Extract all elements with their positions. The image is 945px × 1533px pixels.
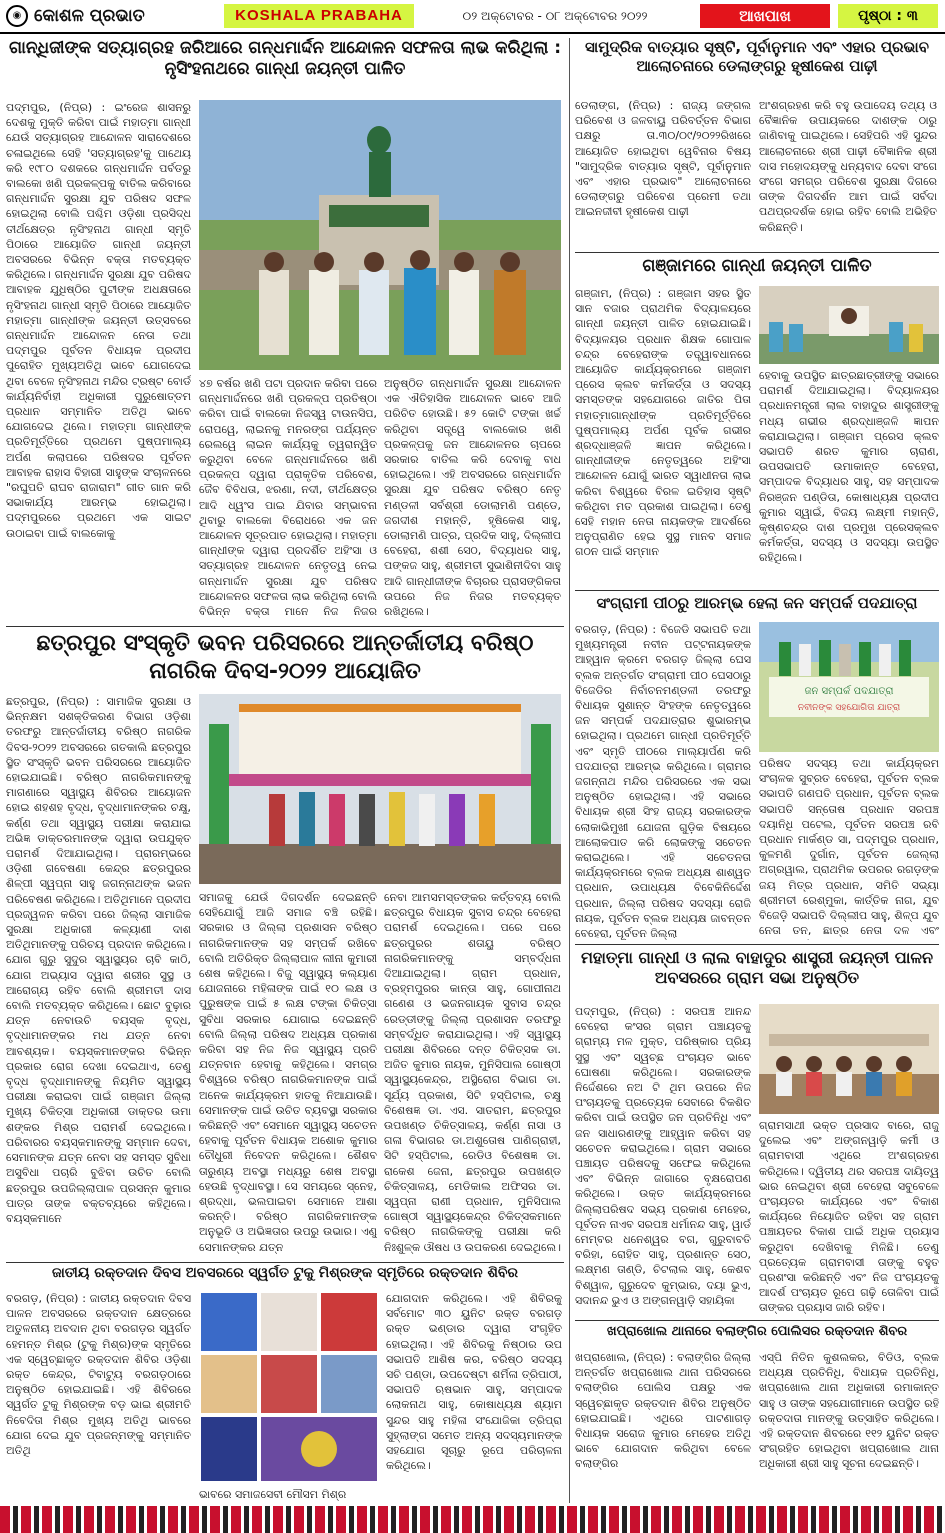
issue-date: ୦୨ ଅକ୍ଟୋବର - ୦୮ ଅକ୍ଟୋବର ୨୦୨୨: [462, 9, 648, 23]
article-gandhi-satyagraha: [6, 38, 564, 623]
gram-sabha-photo: [759, 1004, 939, 1114]
divider: [575, 944, 939, 945]
section-label: ଆଖପାଖ: [700, 4, 830, 28]
article-sangrami-padayatra: [575, 594, 939, 942]
article-body-col3: ଅନୁଷ୍ଠିତ ଗନ୍ଧମାର୍ଦ୍ଦନ ସୁରକ୍ଷା ଆନ୍ଦୋଳନ ଏକ ଐତିହାସିକ ଆନ୍ଦୋଳନ ଭାବେ ଆଜି ପରିଚିତ ହୋଉଛି। ୫୨ କୋଟି ଟଙ୍କା ଖର୍ଚ୍ଚ କରିଥିବା ସତ୍ତ୍ୱେ ବାଲକୋର ଖଣି ପ୍ରକଳ୍ପକୁ ଜନ ଆନ୍ଦୋଳନର ଚାପରେ ସରକାର ବାତିଲ କରି ଦେବାକୁ ବାଧ ହୋଇଥିଲେ। ଏହି ଅବସରରେ ଗନ୍ଧମାର୍ଦ୍ଦନ ସୁରକ୍ଷା ଯୁବ ପରିଷଦ ବରିଷ୍ଠ ନେତୃ ମଣ୍ଡଳୀ ସର୍ବଶ୍ରୀ ଡୋଲାମଣି ପଣ୍ଡେ, ଜଗଦୀଶ ମହାନ୍ତି, ହୃଷିକେଶ ସାହୁ, ଡୋଲାମଣି ପାତ୍ର, ପ୍ରଦିକ ସାହୁ, ଦିଲ୍ଲୀପ ବେହେରା, ଶଶୀ ସେଠ, ବିଦ୍ୟାଧର ସାହୁ, ପଙ୍କଜ ସାହୁ, ଶ୍ରୀମତୀ ସୁଭାଶିନୀଦିବା ସାହୁ ଆଦି ଗାନ୍ଧୀଜୀଙ୍କ ବିଚାରର ପ୍ରାସଙ୍ଗିକତା ଉପରେ ନିଜ ନିଜର ମତବ୍ୟକ୍ତ ରଖିଥିଲେ।: [384, 377, 561, 619]
headline: ସାମୁଦ୍ରିକ ବାତ୍ୟାର ସୃଷ୍ଟି, ପୂର୍ବାନୁମାନ ଏବଂ ଏହାର ପ୍ରଭାବ ଆଲୋଚନାରେ ଡେଲାଙ୍ଗରୁ ହୃଷୀକେଶ ପାଢ଼ୀ: [585, 38, 929, 75]
article-body-col3: ନେବା ଆମସମସ୍ତଙ୍କର କର୍ତ୍ତବ୍ୟ ବୋଲି ଛତ୍ରପୁର ବିଧାୟକ ସୁବାସ ଚନ୍ଦ୍ର ବେହେରା ପରାମର୍ଶ ଦେଇଥିଲେ। ପରେ ପରେ ଛତ୍ରପୁରର ଶତାୟୁ ବରିଷ୍ଠ ନାଗରିକମାନଙ୍କୁ ସମ୍ବର୍ଦ୍ଧନା ଦିଆଯାଇଥିଲା। ଗ୍ରାମ ପ୍ରଧାନ, ବ୍ରହ୍ମପୁରର କାନ୍ତା ସାହୁ, ଗୋପୀନାଥ ଗଣେଶ ଓ ଭଜନଗାୟକ ସୁବାସ ଚନ୍ଦ୍ର ରେଡ୍ଡୀଙ୍କୁ ଜିଲ୍ଲା ପ୍ରଶାସନ ତରଫରୁ ସମ୍ବର୍ଦ୍ଧିତ କରାଯାଇଥିଲା। ଏହି ସ୍ୱାସ୍ଥ୍ୟ ପରୀକ୍ଷା ଶିବିରରେ ଦନ୍ତ ଚିକିତ୍ସକ ଡା. ଅଜିତ କୁମାର ନାୟକ, ମୁନିସିପାଲ ଗୋଷ୍ଠୀ ସ୍ୱାସ୍ଥ୍ୟକେନ୍ଦ୍ର, ଅସ୍ଥିରୋଗ ବିଭାଗ ଡା. ସୂର୍ଯ୍ୟ ପ୍ରକାଶ, ସିଟି ହସ୍ପିଟାଲ, ଚକ୍ଷୁ ବିଶେଷଜ୍ଞ ଡା. ଏସ. ସାତରାମ, ଛତ୍ରପୁର ଉପଖଣ୍ଡ ଚିକିତ୍ସାଳୟ, କର୍ଣ୍ଣ ନାସା ଓ ଗଳା ବିଭାଗର ଡା.ଅଶୁତୋଷ ପାଣିଗ୍ରାହୀ, ସିଟି ହସ୍ପିଟାଲ, ରେଡିଓ ବିଶେଷଜ୍ଞ ଡା. ରାକେଶ ଜେନା, ଛତ୍ରପୁର ଉପଖଣ୍ଡ ଚିକିତ୍ସାଳୟ, ମେଡିକାଲ ଅଫିସର ଡା. ସ୍ୱପ୍ନା ରାଣୀ ପ୍ରଧାନ, ମୁନିସିପାଲ ଗୋଷ୍ଠୀ ସ୍ୱାସ୍ଥ୍ୟକେନ୍ଦ୍ର ଚିକିତ୍ସକମାନେ ବରିଷ୍ଠ ନାଗରିକଙ୍କୁ ପରୀକ୍ଷା କରି ନିଃଶୁଳ୍କ ଔଷଧ ଓ ଉପକରଣ ଦେଇଥିଲେ।: [384, 891, 561, 1254]
brand-title: KOSHALA PRABAHA: [224, 4, 414, 28]
banner-text: ଜନ ସମ୍ପର୍କ ପଦଯାତ୍ରା: [804, 686, 894, 697]
headline: ଛତ୍ରପୁର ସଂସ୍କୃତି ଭବନ ପରିସରରେ ଆନ୍ତର୍ଜାତୀୟ ବରିଷ୍ଠ ନାଗରିକ ଦିବସ-୨୦୨୨ ଆୟୋଜିତ: [36, 631, 534, 684]
article-body-col1: ଡେଲାଙ୍ଗ, (ନିପ୍ର) : ରାଜ୍ୟ ଜଙ୍ଗଲ ପରିବେଶ ଓ ଜଳବାୟୁ ପରିବର୍ତ୍ତନ ବିଭାଗ ପକ୍ଷରୁ ତା.୩୦/୦୯/୨୦୨୨ରିଖରେ ଆୟୋଜିତ ହୋଇଥିବା ୱେବିନାର ବିଷୟ "ସାମୁଦ୍ରିକ ବାତ୍ୟାର ସୃଷ୍ଟି, ପୂର୍ବାନୁମାନ ଏବଂ ଏହାର ପ୍ରଭାବ" ଆଲୋଚନାରେ ଡେଲାଙ୍ଗରୁ ପରିବେଶ ପ୍ରେମୀ ତଥା ଆଇନଜୀବୀ ହୃଷୀକେଶ ପାଢ଼ୀ: [575, 99, 751, 219]
article-body-col2: ଅଂଶଗ୍ରହଣ କରି ବହୁ ଉପାଦେୟ ତଥ୍ୟ ଓ ବୈଜ୍ଞାନିକ ଉପାୟକରେ ଦାଶଙ୍କ ଠାରୁ ଜାଣିବାକୁ ପାଇଥିଲେ। ସେହିପରି ଏହି ସୁନ୍ଦର ଆଲୋଚନାରେ ଶ୍ରୀ ପାଢ଼ୀ ବୈଜ୍ଞାନିକ ଶ୍ରୀ ଦାସ ମହୋଦୟଙ୍କୁ ଧନ୍ୟବାଦ ଦେବା ସଂଗେ ସଂଗେ ସମଗ୍ର ପରିବେଶ ସୁରକ୍ଷା ଦିଗରେ ତାଙ୍କ ଦିଗଦର୍ଶନ ଆମ ପାଇଁ ସର୍ବଦା ପଥପ୍ରଦର୍ଶକ ହୋଇ ରହିବ ବୋଲି ଅଭିହିତ କରିଛନ୍ତି।: [759, 99, 937, 234]
headline: ଗାନ୍ଧିଜୀଙ୍କ ସତ୍ୟାଗ୍ରହ ଜରିଆରେ ଗନ୍ଧମାର୍ଦ୍ଦନ ଆନ୍ଦୋଳନ ସଫଳତା ଲାଭ କରିଥିଲା : ନୃସିଂହନାଥରେ ଗାନ୍ଧୀ ଜୟନ୍ତୀ ପାଳିତ: [8, 38, 562, 80]
padayatra-photo: [759, 622, 939, 752]
divider: [575, 252, 939, 253]
article-body-col1: ବରଗଡ଼, (ନିପ୍ର) : ବିଜେଡି ସଭାପତି ତଥା ମୁଖ୍ୟମନ୍ତ୍ରୀ ନବୀନ ପଟ୍ଟନାୟକଙ୍କ ଆହ୍ୱାନ କ୍ରମେ ବରଗଡ଼ ଜିଲ୍ଲା ଘେସ ବ୍ଲକ ଅନ୍ତର୍ଗତ ସଂଗ୍ରାମୀ ପୀଠ ଘେସଠାରୁ ବିଜେଡିର ନିର୍ବାଚନମଣ୍ଡଳୀ ତରଫରୁ ବିଧାୟକ ସୁଶାନ୍ତ ସିଂହଙ୍କ ନେତୃତ୍ୱରେ ଜନ ସମ୍ପର୍କ ପଦଯାତ୍ରାର ଶୁଭାରମ୍ଭ ହୋଇଥିଲା। ପ୍ରଥମେ ଗାନ୍ଧୀ ପ୍ରତିମୂର୍ତ୍ତି ଏବଂ ସ୍ମୃତି ପୀଠରେ ମାଲ୍ୟାର୍ପଣ କରି ପଦଯାତ୍ରା ଆରମ୍ଭ କରିଥିଲେ। ଗ୍ରାମର ଜଗନ୍ନାଥ ମନ୍ଦିର ପରିସରରେ ଏକ ସଭା ଅନୁଷ୍ଠିତ ହୋଇଥିଲା। ଏହି ସଭାରେ ବିଧାୟକ ଶ୍ରୀ ସିଂହ ରାଜ୍ୟ ସରକାରଙ୍କ ଲୋକାଭିମୁଖୀ ଯୋଜନା ଗୁଡ଼ିକ ବିଷୟରେ ଆଲୋକପାତ କରି ଲୋକଙ୍କୁ ସଚେତନ କରାଇଥିଲେ। ଏହି ସଚେତନତା କାର୍ଯ୍ୟକ୍ରମରେ ବ୍ଲକ ଅଧ୍ୟକ୍ଷ ଶାଶ୍ୱତ ପ୍ରଧାନ, ଉପାଧ୍ୟକ୍ଷ ବିବେକିନିର୍ଦ୍ଦେଶ ପ୍ରଧାନ, ଜିଲ୍ଲା ପରିଷଦ ସଦସ୍ୟା ରୋଜି ନାୟକ, ପୂର୍ବତନ ବ୍ଲକ ଅଧ୍ୟକ୍ଷ ଜାବନ୍ତନ ବେହେରା, ପୂର୍ବତନ ଜିଲ୍ଲା: [575, 623, 751, 940]
senior-citizens-stage-photo: [199, 694, 561, 884]
article-body-col3: ଯୋଗଦାନ କରିଥିଲେ। ଏହି ଶିବିରକୁ ସର୍ବମୋଟ ୩୦ ୟୁନିଟ ରକ୍ତ ବରଗଡ଼ ରକ୍ତ ଭଣ୍ଡାର ଦ୍ୱାରା ସଂଗୃହିତ ହୋଇଥିଲା। ଏହି ଶିବିରକୁ ନିଷ୍ଠାର ଉପ ସଭାପତି ଆଶିଷ କର, ବରିଷ୍ଠ ସଦସ୍ୟ ସଚି ପଣ୍ଡା, ଉପଦେଷ୍ଟା ଶର୍ମିଳା ତ୍ରିପାଠୀ, ସଭାପତି ଋଷଭାନ ସାହୁ, ସମ୍ପାଦକ ଲୋକନାଥ ସାହୁ, କୋଷାଧ୍ୟକ୍ଷ ଶ୍ୟାମ ସୁନ୍ଦର ସାହୁ ମହିଳା ସଂଯୋଜିକା ତ୍ରିପ୍ରା ସୁହ୍ଲାଙ୍ଗ ସମେତ ଅନ୍ୟ ସଦସ୍ୟମାନଙ୍କ ସହଯୋଗ ସୂଚାରୁ ରୂପେ ପରିଚାଳନା କରିଥିଲେ।: [386, 1292, 562, 1473]
gandhi-statue-photo: [199, 100, 561, 370]
masthead: [0, 0, 945, 34]
divider: [6, 626, 564, 627]
page-number: ପୃଷ୍ଠା : ୩: [838, 4, 938, 28]
article-body-col1: ବରଗଡ଼, (ନିପ୍ର) : ଜାତୀୟ ରକ୍ତଦାନ ଦିବସ ପାଳନ ଅବସରରେ ରକ୍ତଦାନ କ୍ଷେତ୍ରରେ ଅତୁଳନୀୟ ଅବଦାନ ଥିବା ବରଗଡ଼ର ସ୍ୱର୍ଗତ ହେମନ୍ତ ମିଶ୍ର (ଟୁକୁ ମିଶ୍ର)ଙ୍କ ସ୍ମୃତିରେ ଏକ ସ୍ୱେଚ୍ଛାକୃତ ରକ୍ତଦାନ ଶିବିର ଓଡ଼ିଶା ରକ୍ତ କେନ୍ଦ୍ର, ଟିବାଟ୍ୟୁ ବରଗଡ଼ଠାରେ ଅନୁଷ୍ଠିତ ହୋଇଯାଇଛି। ଏହି ଶିବିରରେ ସ୍ୱର୍ଗତ ଟୁକୁ ମିଶ୍ରଙ୍କ ବଡ଼ ଭାଇ ଶ୍ରୀମତି ନିବେଦିତା ମିଶ୍ର ମୁଖ୍ୟ ଅତିଥି ଭାବରେ ଯୋଗ ଦେଇ ଯୁବ ପ୍ରଜନ୍ମଙ୍କୁ ସମ୍ମାନିତ ଅତିଥି: [6, 1292, 191, 1458]
logo-emblem-icon: ◉: [6, 5, 28, 27]
school-gandhi-photo: [759, 286, 939, 364]
article-body-col2: ଭାବରେ ସମାଜସେବୀ ମୌସମ ମିଶ୍ର: [199, 1488, 347, 1501]
divider: [575, 590, 939, 591]
decorative-footer-border: [0, 1506, 945, 1533]
banner-text-2: ନବୀନଙ୍କ ସହଯୋଗିତା ଯାତ୍ରା: [797, 703, 901, 713]
headline: ସଂଗ୍ରାମୀ ପୀଠରୁ ଆରମ୍ଭ ହେଲା ଜନ ସମ୍ପର୍କ ପଦଯାତ୍ରା: [596, 594, 918, 612]
divider: [6, 1262, 564, 1263]
article-body-col2: ଏସ୍‌ପି ନିତିନ କୁଶଲକର, ବିଡିଓ, ବ୍ଲକ ଅଧ୍ୟକ୍ଷ ପ୍ରତିନିଧି, ବିଧାୟକ ପ୍ରତିନିଧି, ଖପ୍ରାଖୋଲ ଥାନା ଅଧିକାରୀ ରମାକାନ୍ତ ସାହୁ ଓ ତାଙ୍କ ସହଯୋଗୀମାନେ ଉପସ୍ଥିତ ରହି ରକ୍ତଦାତା ମାନଙ୍କୁ ଉତ୍ସାହିତ କରିଥିଲେ। ଏହି ରକ୍ତଦାନ ଶିବରରେ ୧୧୨ ୟୁନିଟ ରକ୍ତ ସଂଗ୍ରହିତ ହୋଇଥିବା ଖପ୍ରାଖୋଲ ଥାନା ଅଧିକାରୀ ଶ୍ରୀ ସାହୁ ସୂଚନା ଦେଇଛନ୍ତି।: [759, 1351, 939, 1471]
article-body-col2: ପରିଷଦ ସଦସ୍ୟ ତଥା କାର୍ଯ୍ୟକ୍ରମ ସଂଚାଳକ ସୁବ୍ରତ ବେହେରା, ପୂର୍ବତନ ବ୍ଲକ ସଭାପତି ଗଣପତି ପ୍ରଧାନ, ପୂର୍ବତନ ବ୍ଲକ ସଭାପତି ସନ୍ତୋଷ ପ୍ରଧାନ ସରପଞ୍ଚ ଦୟାନିଧି ପଟେଲ, ପୂର୍ବତନ ସରପଞ୍ଚ ରବି ପ୍ରଧାନ ମାର୍କଣ୍ଡ ସା, ପଦ୍ମପୁର ପ୍ରଧାନ, କୁଳମଣି ଦୁର୍ଗାନ, ପୂର୍ବତନ ଜେଲ୍ଲା ଅଗ୍ରୱାଲ, ପ୍ରାଥମିକ ଉପରର ରଗଡ଼ଙ୍କ ଜୟ ମିତ୍ର ପ୍ରଧାନ, ସମିତି ସଭ୍ୟା ଶ୍ରୀମତୀ ରେଶ୍ମୁକା, କାର୍ତ୍ତିକ ନାଗ, ଯୁବ ବିଜେଡ଼ି ସଭାପତି ଦିଲ୍ଲୀପ ସାହୁ, ଶିଳ୍ପ ଯୁବ ନେତା ତନ, ଛାତ୍ର ନେତା ଦଳ ଏବଂ: [759, 757, 939, 938]
article-blood-donation-tuku: [6, 1265, 564, 1503]
newspaper-logo: [6, 3, 212, 29]
column-rule: [569, 38, 570, 1503]
article-body-col2: ୪୭ ବର୍ଷର ଖଣି ପଟା ପ୍ରଦାନ କରିବା ପରେ ଗନ୍ଧମାର୍ଦ୍ଦନରେ ଖଣି ପ୍ରକଳ୍ପ ପ୍ରତିଷ୍ଠା କରିବା ପାଇଁ ବାଲକୋ ନିଜସ୍ୱ ଟାଉନସିପ, ରୋପୱେ, ଲାଇନକୁ ମନରଙ୍ଗ ପର୍ଯ୍ୟନ୍ତ ରେଲୱେ ଲାଇନ କାର୍ଯ୍ୟକୁ ତ୍ୱରାନ୍ୱିତ କରୁଥିବା ବେଳେ ଗନ୍ଧମାର୍ଦ୍ଦନରେ ଖଣି ପ୍ରକଳ୍ପ ଦ୍ୱାରା ପ୍ରାକୃତିକ ପରିବେଶ, ଜୈବ ବିବିଧତା, ଝରଣା, ନଦୀ, ତୀର୍ଥକ୍ଷେତ୍ର ଆଦି ଧ୍ୱଂସ ପାଇ ଯିବାର ସମ୍ଭାବନା ଥିବାରୁ ବାଲକୋ ବିରୋଧରେ ଏକ ଜନ ଆନ୍ଦୋଳନ ସୂତ୍ରପାତ ହୋଇଥିଲା। ମହାତ୍ମା ଗାନ୍ଧୀଙ୍କ ଦ୍ୱାରା ପ୍ରଦର୍ଶିତ ଅହିଂସା ଓ ସତ୍ୟାଗ୍ରହ ଆନ୍ଦୋଳନ ନେତୃତ୍ୱ ନେଇ ଗନ୍ଧମାର୍ଦ୍ଦନ ସୁରକ୍ଷା ଯୁବ ପରିଷଦ ଆନ୍ଦୋଳନର ସଫଳତା ଲାଭ କରିଥିଲା ବୋଲି ବିଭିନ୍ନ ବକ୍ତା ମାନେ ନିଜ ନିଜର: [199, 377, 377, 619]
article-body-col1: ଖପ୍ରାଖୋଲ, (ନିପ୍ର) : ବଲାଙ୍ଗିର ଜିଲ୍ଲା ଅନ୍ତର୍ଗତ ଖପ୍ରାଖୋଲ ଥାନା ପରିସରରେ ବଲାଙ୍ଗିର ପୋଲିସ ପକ୍ଷରୁ ଏକ ସ୍ୱେଚ୍ଛାକୃତ ରକ୍ତଦାନ ଶିବିର ଅନୁଷ୍ଠିତ ହୋଇଯାଇଛି। ଏଥିରେ ପାଟଣାଗଡ଼ ବିଧାୟକ ସରୋଜ କୁମାର ମେହେର ଅତିଥି ଭାବେ ଯୋଗଦାନ କରିଥିବା ବେଳେ ବଲାଙ୍ଗିର: [575, 1351, 751, 1471]
article-body-col1: ଛତ୍ରପୁର, (ନିପ୍ର) : ସାମାଜିକ ସୁରକ୍ଷା ଓ ଭିନ୍ନକ୍ଷମ ସଶକ୍ତିକରଣ ବିଭାଗ ଓଡ଼ିଶା ତରଫରୁ ଆନ୍ତର୍ଜାତୀୟ ବରିଷ୍ଠ ନାଗରିକ ଦିବସ-୨୦୨୨ ଅବସରରେ ଗତକାଲି ଛତ୍ରପୁର ସ୍ଥିତ ସଂସ୍କୃତି ଭବନ ପରିସରରେ ଆୟୋଜିତ ହୋଇଯାଇଛି। ବରିଷ୍ଠ ନାଗରିକମାନଙ୍କୁ ମାଗଣାରେ ସ୍ୱାସ୍ଥ୍ୟ ଶିବିରର ଆୟୋଜନ ହୋଇ ଶହଶହ ବୃଦ୍ଧ, ବୃଦ୍ଧାମାନଙ୍କର ଚକ୍ଷୁ, କର୍ଣ୍ଣ ତଥା ସ୍ୱାସ୍ଥ୍ୟ ପରୀକ୍ଷା କରାଯାଇ ଅଭିଜ୍ଞ ଡାକ୍ତରମାନଙ୍କ ଦ୍ୱାରା ଉପଯୁକ୍ତ ପରାମର୍ଶ ଦିଆଯାଇଥିଲା। ପ୍ରାରମ୍ଭରେ ଓଡ଼ିଶୀ ଗବେଷଣା କେନ୍ଦ୍ର ଛତ୍ରପୁରର ଶିଳ୍ପୀ ସ୍ୱପ୍ନା ସାହୁ ଜଗନ୍ନାଥଙ୍କ ଭଜନ ପରିବେଷଣ କରିଥିଲେ। ଅତିଥିମାନେ ପ୍ରଦୀପ ପ୍ରଜ୍ୱଳନ କରିବା ପରେ ଜିଲ୍ଲା ସାମାଜିକ ସୁରକ୍ଷା ଅଧିକାରୀ କଳ୍ୟାଣୀ ଦାଶ ଅତିଥିମାନଙ୍କୁ ପରିଚୟ ପ୍ରଦାନ କରିଥିଲେ। ଯୋଗ ଗୁରୁ ସୁଦୁର ସ୍ୱାସ୍ଥ୍ୟର ଚାବି କାଠି, ଯୋଗ ଅଭ୍ୟାସ ଦ୍ୱାରା ଶରୀର ସୁସ୍ଥ ଓ ଆରୋଗ୍ୟ ରହିବ ବୋଲି ଶ୍ରୀମତୀ ଦାସ ବୋଲି ମତବ୍ୟକ୍ତ କରିଥିଲେ। ଛୋଟ ବୁଢ଼ାର ଯତ୍ନ ନେବାଉଚି ବୟସ୍କ ବୃଦ୍ଧ, ବୃଦ୍ଧାମାନଙ୍କର ମଧ ଯତ୍ନ ନେବା ଆବଶ୍ୟକ। ବୟସ୍କମାନଙ୍କର ବିଭିନ୍ନ ପ୍ରକାର ରୋଗ ଦେଖା ଦେଇଥାଏ, ତେଣୁ ବୃଦ୍ଧ ବୃଦ୍ଧାମାନଙ୍କୁ ନିୟମିତ ସ୍ୱାସ୍ଥ୍ୟ ପରୀକ୍ଷା କରାଇବା ପାଇଁ ଗଞ୍ଜାମ ଜିଲ୍ଲା ମୁଖ୍ୟ ଚିକିତ୍ସା ଅଧିକାରୀ ଡାକ୍ତର ଉମା ଶଙ୍କର ମିଶ୍ର ପରାମର୍ଶ ଦେଇଥିଲେ। ପରିବାରର ବୟସ୍କମାନଙ୍କୁ ସମ୍ମାନ ଦେବା, ସେମାନଙ୍କ ଯତ୍ନ ନେବା ସହ ସମସ୍ତ ସୁବିଧା ଅସୁବିଧା ପଚାରି ବୁଝିବା ଉଚିତ ବୋଲି ଛତ୍ରପୁର ଉପଜିଲ୍ଲାପାଳ ପ୍ରସନ୍ନ କୁମାର ପାତ୍ର ତାଙ୍କ ବକ୍ତବ୍ୟରେ କହିଥିଲେ। ବୟସ୍କମାନେ: [6, 695, 191, 1225]
article-body-col1: ଗଞ୍ଜାମ, (ନିପ୍ର) : ଗଞ୍ଜାମ ସହର ସ୍ଥିତ ସାନ ବଜାର ପ୍ରାଥମିକ ବିଦ୍ୟାଳୟରେ ଗାନ୍ଧୀ ଜୟନ୍ତୀ ପାଳିତ ହୋଇଯାଇଛି। ବିଦ୍ୟାଳୟର ପ୍ରଧାନ ଶିକ୍ଷକ ଗୋପାଳ ଚନ୍ଦ୍ର ବେହେରାଙ୍କ ତତ୍ତ୍ୱାବଧାନରେ ଆୟୋଜିତ କାର୍ଯ୍ୟକ୍ରମରେ ଗଞ୍ଜାମ ପ୍ରେସ କ୍ଲବ କର୍ମକର୍ତ୍ତା ଓ ସଦସ୍ୟ ସମସ୍ତଙ୍କ ସହଯୋଗରେ ଜାତିର ପିତା ମହାତ୍ମାଗାନ୍ଧୀଙ୍କ ପ୍ରତିମୂର୍ତ୍ତିରେ ପୁଷ୍ପମାଲ୍ୟ ଅର୍ପଣ ପୂର୍ବକ ଗଭୀର ଶ୍ରଦ୍ଧାଞ୍ଜଳି ଜ୍ଞାପନ କରିଥିଲେ। ଗାନ୍ଧୀଜୀଙ୍କ ନେତୃତ୍ୱରେ ଅହିଂସା ଆନ୍ଦୋଳନ ଯୋଗୁଁ ଭାରତ ସ୍ୱାଧୀନତା ଲାଭ କରିବା ବିଶ୍ୱରେ ବିରଳ ଇତିହାସ ସୃଷ୍ଟି କରିଥିବା ମତ ପ୍ରକାଶ ପାଇଥିଲା। ତେଣୁ ସେହି ମହାନ ନେତା ନାୟକଙ୍କ ଆଦର୍ଶରେ ଅନୁପ୍ରାଣିତ ହେଇ ସୁସ୍ଥ ମାନବ ସମାଜ ଗଠନ ପାଇଁ ସମ୍ମାନ: [575, 287, 751, 559]
headline: ଖପ୍ରାଖୋଲ ଥାନାରେ ବଲାଙ୍ଗିର ପୋଲିସର ରକ୍ତଦାନ ଶିବର: [606, 1324, 908, 1339]
headline: ଜାତୀୟ ରକ୍ତଦାନ ଦିବସ ଅବସରରେ ସ୍ୱର୍ଗତ ଟୁକୁ ମିଶ୍ରଙ୍କ ସ୍ମୃତିରେ ରକ୍ତଦାନ ଶିବିର: [51, 1265, 519, 1281]
article-ganjam-gandhi: [575, 256, 939, 588]
article-body-col2: ଗ୍ରାମସାଥୀ ଭକ୍ତ ପ୍ରସାଦ ବାରେ, ରାଜୁ ଦୁଲେଇ ଏବଂ ଅଙ୍ଗନୱାଡ଼ି କର୍ମୀ ଓ ଗ୍ରାମବାସୀ ଏଥିରେ ଅଂଶଗ୍ରହଣ କରିଥିଲେ। ଦ୍ୱିତୀୟ ଥର ସରପଞ୍ଚ ଦାୟିତ୍ୱ ଭାର ନେଇଥିବା ଶ୍ରୀ ବେହେରା ସବୁବେଳେ ପଂଚାୟତର କାର୍ଯ୍ୟରେ ଏବଂ ବିକାଶ କାର୍ଯ୍ୟରେ ନିୟୋଜିତ ରହିବା ସହ ଗ୍ରାମ ପଞ୍ଚାୟତର ବିକାଶ ପାଇଁ ଅଧିକ ପ୍ରୟାସ କରୁଥିବା ଦେଖିବାକୁ ମିଳିଛି। ତେଣୁ ପ୍ରତ୍ୟେକ ଗ୍ରାମବାସୀ ତାଙ୍କୁ ବହୁତ ପ୍ରଶଂସା କରିଛନ୍ତି ଏବଂ ନିଜ ପଂଚାୟତକୁ ଆଦର୍ଶ ପଂଚାୟତ ରୂପେ ଗଢ଼ି ତୋଳିବା ପାଇଁ ତାଙ୍କର ପ୍ରୟାସ ଜାରି ରହିବ।: [759, 1119, 939, 1315]
article-body-col1: ପଦ୍ମପୁର, (ନିପ୍ର) : ସରପଞ୍ଚ ଆନନ୍ଦ ବେହେରା କଂସର ଗ୍ରାମ ପଞ୍ଚାୟତକୁ ଗ୍ରାମ୍ୟ ମଳ ମୁକ୍ତ, ପରିଷ୍କାର ପ୍ରିୟ ସୁସ୍ଥ ଏବଂ ସ୍ୱଚ୍ଛ ପଂଚାୟତ ଭାବେ ଘୋଷଣା କରିଥିଲେ। ସରକାରଙ୍କ ନିର୍ଦ୍ଦେଶରେ ନଅ ଟି ଥିମ ଉପରେ ନିଜ ପଂଚାୟତକୁ ପ୍ରତ୍ୟେକ ସେବାରେ ବିକଶିତ କରିବା ପାଇଁ ଉପସ୍ଥିତ ଜନ ପ୍ରତିନିଧି ଏବଂ ଜନ ସାଧାରଣଙ୍କୁ ଆହ୍ୱାନ କରିବା ସହ ସଚେତନ କରାଇଥିଲେ। ଗ୍ରାମ ସଭାରେ ପଞ୍ଚାୟତ ପରିଷଦକୁ ସଫେଇ କରିଥିଲେ ଏବଂ ବିଭିନ୍ନ ଜାଗାରେ ବୃକ୍ଷରୋପଣ କରିଥିଲେ। ଉକ୍ତ କାର୍ଯ୍ୟକ୍ରମରେ ଜିଲ୍ଲାପରିଷଦ ସଭ୍ୟ ପ୍ରକାଶ ମେହେର, ପୂର୍ବତନ ନାଏବ ସରପଞ୍ଚ ଧର୍ମାନନ୍ଦ ସାହୁ, ୱାର୍ଡ ମେମ୍ବର ଧନେଶ୍ୱର ବଗ, ଗୁରୁବାବତି ବରିହା, ରୋହିତ ସାହୁ, ପ୍ରଶାନ୍ତ ସେଠ, ଲକ୍ଷ୍ମଣ ତାଣ୍ଡି, ଚିଟଲାଲ ସାହୁ, କେଶବ ବିଶ୍ୱାଳ, ଗୁରୁଦେବ କୁମ୍ଭାର, ଦୟା ଭୁଏ, ସଦାନନ୍ଦ ଭୁଏ ଓ ଅଙ୍ଗନୱାଡ଼ି ସହାୟିକା: [575, 1005, 751, 1307]
blood-donation-collage: [199, 1291, 379, 1483]
headline: ମହାତ୍ମା ଗାନ୍ଧୀ ଓ ଲାଲ ବାହାଦୁର ଶାସ୍ତ୍ରୀ ଜୟନ୍ତୀ ପାଳନ ଅବସରରେ ଗ୍ରାମ ସଭା ଅନୁଷ୍ଠିତ: [580, 948, 934, 987]
headline: ଗଞ୍ଜାମରେ ଗାନ୍ଧୀ ଜୟନ୍ତୀ ପାଳିତ: [642, 256, 872, 276]
divider: [575, 1320, 939, 1321]
article-body-col2: ହେବାକୁ ଉପସ୍ଥିତ ଛାତ୍ରଛାତ୍ରୀଙ୍କୁ ସଭାରେ ପରାମର୍ଶ ଦିଆଯାଇଥିଲା। ବିଦ୍ୟାଳୟର ପ୍ରଧାନମନ୍ତ୍ରୀ ଲାଲ ବାହାଦୁର ଶାସ୍ତ୍ରୀଙ୍କୁ ମଧ୍ୟ ଗଭୀର ଶ୍ରଦ୍ଧାଞ୍ଜଳି ଜ୍ଞାପନ କରାଯାଇଥିଲା। ଗଞ୍ଜାମ ପ୍ରେସ କ୍ଲବ ସଭାପତି ଶରତ କୁମାର ଚାରାଣ, ଉପସଭାପତି ଉମାକାନ୍ତ ବେହେରା, ସମ୍ପାଦକ ବିଦ୍ୟାଧର ସାହୁ, ସହ ସମ୍ପାଦକ ନିରଞ୍ଜନ ପଣ୍ଡିତା, କୋଷାଧ୍ୟକ୍ଷ ପ୍ରଦୀପ କୁମାର ସ୍ୱାଇଁ, ବିଜୟ ଲକ୍ଷ୍ମୀ ମହାନ୍ତି, କୃଷ୍ଣଚନ୍ଦ୍ର ଦାଶ ପ୍ରମୁଖ ପ୍ରେସକ୍ଲବ କର୍ମକର୍ତ୍ତା, ସଦସ୍ୟ ଓ ସଦସ୍ୟା ଉପସ୍ଥିତ ରହିଥିଲେ।: [759, 369, 939, 565]
article-gram-sabha: [575, 948, 939, 1318]
article-body-col1: ପଦ୍ମପୁର, (ନିପ୍ର) : ଇଂରେଜ ଶାସନରୁ ଦେଶକୁ ମୁକ୍ତି କରିବା ପାଇଁ ମହାତ୍ମା ଗାନ୍ଧୀ ଯେଉଁ ସତ୍ୟାଗ୍ରହ ଆନ୍ଦୋଳନ ସାରାଦେଶରେ ଚଳାଇଥିଲେ ସେହି 'ସତ୍ୟାଗ୍ରହ'କୁ ପାଥେୟ କରି ୧୯୮୦ ଦଶକରେ ଗନ୍ଧମାର୍ଦ୍ଦନ ପର୍ବତରୁ ବାଲକୋ ଖଣି ପ୍ରକଳ୍ପକୁ ବାତିଲ କରିବାରେ ଗନ୍ଧମାର୍ଦ୍ଦନ ସୁରକ୍ଷା ଯୁବ ପରିଷଦ ସଫଳ ହୋଇଥିଲା ବୋଲି ପଶ୍ଚିମ ଓଡ଼ିଶା ପ୍ରସିଦ୍ଧ ତୀର୍ଥକ୍ଷେତ୍ର ନୃସିଂହନାଥ ଗାନ୍ଧୀ ସ୍ମୃତି ପିଠାରେ ଆୟୋଜିତ ଗାନ୍ଧୀ ଜୟନ୍ତୀ ଅବସରରେ ବିଭିନ୍ନ ବକ୍ତା ମତବ୍ୟକ୍ତ କରିଥିଲେ। ଗନ୍ଧମାର୍ଦ୍ଦନ ସୁରକ୍ଷା ଯୁବ ପରିଷଦ ଆବାହକ ଯୁଧିଷ୍ଠିର ପୁଟୀଙ୍କ ଅଧକ୍ଷତାରେ ନୃସିଂହନାଥ ଗାନ୍ଧୀ ସ୍ମୃତି ପିଠାରେ ଆୟୋଜିତ ମହାତ୍ମା ଗାନ୍ଧୀଙ୍କ ଜୟନ୍ତୀ ଉତ୍ସବରେ ଗନ୍ଧମାର୍ଦ୍ଦନ ଆନ୍ଦୋଳନ ନେତା ତଥା ପଦ୍ମପୁର ପୂର୍ବତନ ବିଧାୟକ ପ୍ରଦୀପ ପୁରୋହିତ ମୁଖ୍ୟଅତିଥି ଭାବେ ଯୋଗଦେଇ ଥିବା ବେଳେ ନୃସିଂହନାଥ ମନ୍ଦିର ଟ୍ରଷ୍ଟ ବୋର୍ଡ କାର୍ଯ୍ୟନିର୍ବାହୀ ଅଧିକାରୀ ପୁରୁଷୋତ୍ତମ ପ୍ରଧାନ ସମ୍ମାନିତ ଅତିଥି ଭାବେ ଯୋଗଦେଇ ଥିଲେ। ମହାତ୍ମା ଗାନ୍ଧୀଙ୍କ ପ୍ରତିମୂର୍ତ୍ତିରେ ପ୍ରଥମେ ପୁଷ୍ପମାଲ୍ୟ ଅର୍ପଣ କଲାପରେ ପରିଷଦର ପୂର୍ବତନ ଆବାହକ ରାହାସ ବିହାରୀ ସାହୁଙ୍କ ସଂଚାଳନରେ "ରଘୁପତି ରାଘବ ରାଜାରାମ" ଗୀତ ଗାନ କରି ସଭାକାର୍ଯ୍ୟ ଆରମ୍ଭ ହୋଇଥିଲା। ପଦ୍ମପୁରରେ ପ୍ରଥମେ ଏକ ସାଇଟ ଉଠାଇବା ପାଇଁ ବାଲକୋକୁ: [6, 101, 191, 540]
article-senior-citizens: [6, 630, 564, 1260]
article-khaprakhol-police: [575, 1324, 939, 1504]
article-coastal-storm: [575, 38, 939, 250]
article-body-col2: ସମାଜକୁ ଯେଉଁ ଦିଗଦର୍ଶନ ଦେଇଛନ୍ତି ସେହିଯୋଗୁଁ ଆଜି ସମାଜ ବଞ୍ଚି ରହିଛି। ସରକାର ଓ ଜିଲ୍ଲା ପ୍ରଶାସନ ବରିଷ୍ଠ ନାଗରିକମାନଙ୍କ ସହ ସମ୍ପର୍କ ରଖିବେ ବୋଲି ଅତିରିକ୍ତ ଜିଲ୍ଲାପାଳ ଲୀନା କୁମାରୀ ଶେଷ କହିଥିଲେ। ବିଜୁ ସ୍ୱାସ୍ଥ୍ୟ କଲ୍ୟାଣ ଯୋଜନାରେ ମହିଳାଙ୍କ ପାଇଁ ୧୦ ଲକ୍ଷ ଓ ପୁରୁଷଙ୍କ ପାଇଁ ୫ ଲକ୍ଷ ଟଙ୍କା ଚିକିତ୍ସା ସୁବିଧା ସରକାର ଯୋଗାଇ ଦେଇଛନ୍ତି ବୋଲି ଜିଲ୍ଲା ପରିଷଦ ଅଧ୍ୟକ୍ଷ ପ୍ରକାଶ କରିବା ସହ ନିଜ ନିଜ ସ୍ୱାସ୍ଥ୍ୟ ପ୍ରତି ଯତ୍ନବାନ ହେବାକୁ କହିଥିଲେ। ସମଗ୍ର ବିଶ୍ୱରେ ବରିଷ୍ଠ ନାଗରିକମାନଙ୍କ ପାଇଁ ଅନେକ କାର୍ଯ୍ୟକ୍ରମ ହାତକୁ ନିଆଯାଉଛି। ସେମାନଙ୍କ ପାଇଁ ଉଚିତ ବ୍ୟବସ୍ଥା ସରକାର କରିଛନ୍ତି ଏବଂ ସେମାନେ ସ୍ୱାସ୍ଥ୍ୟ ସଚେତନ ହେବାକୁ ପୂର୍ବତନ ବିଧାୟକ ଅଶୋକ କୁମାର ଚୌଧୁରୀ ନିବେଦନ କରିଥିଲେ। ଶୈଶବ ତାରୁଣ୍ୟ ଅବସ୍ଥା ମଧ୍ୟରୁ ଶେଷ ଅବସ୍ଥା ହେଉଛି ବୃଦ୍ଧାବସ୍ଥା। ସେ ସମୟରେ ସ୍ନେହ, ଶ୍ରଦ୍ଧା, ଭଲପାଇବା ସେମାନେ ଆଶା କରନ୍ତି। ବରିଷ୍ଠ ନାଗରିକମାନଙ୍କ ଅନୁଭୂତି ଓ ଅଭିଜ୍ଞତାର ଉପରୁ ଉଭାର। ଏଣୁ ସେମାନଙ୍କର ଯତ୍ନ: [199, 891, 377, 1254]
logo-text: କୋଶଳ ପ୍ରଭାତ: [34, 6, 145, 26]
